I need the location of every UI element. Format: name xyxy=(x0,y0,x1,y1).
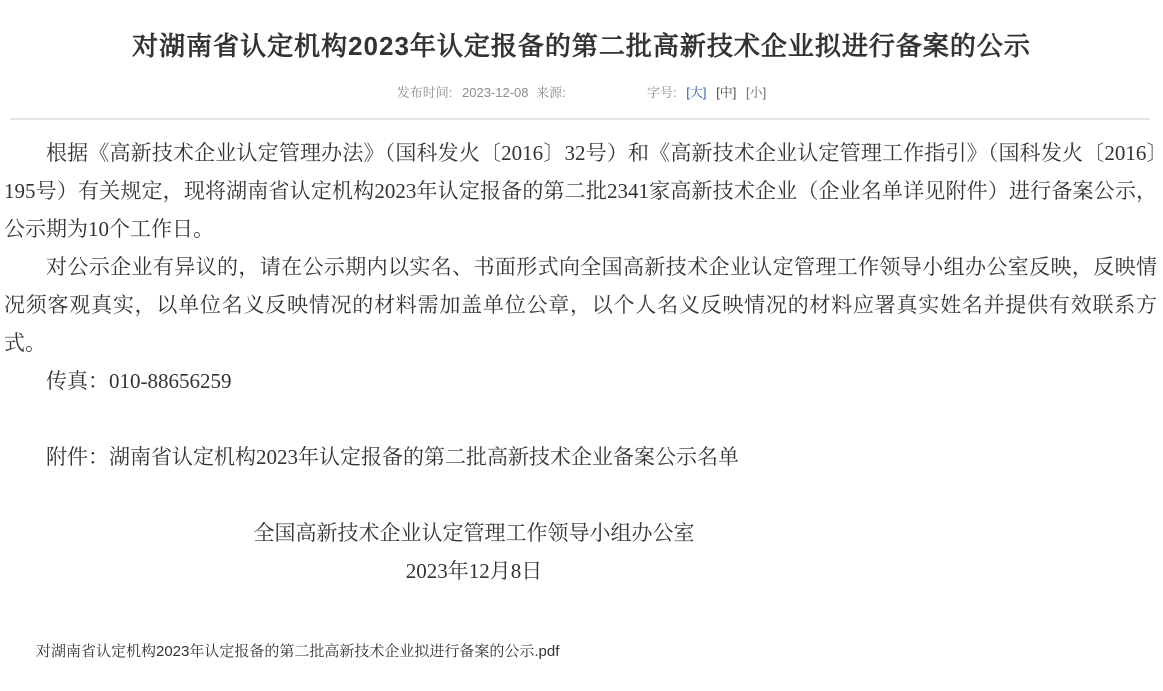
paragraph-basis: 根据《高新技术企业认定管理办法》（国科发火〔2016〕32号）和《高新技术企业认定管理工作指引》（国科发火〔2016〕195号）有关规定，现将湖南省认定机构2023年认定报备的第二批2341家高新技术企业（企业名单详见附件）进行备案公示，公示期为10个工作日。 xyxy=(4,141,1157,241)
source-label: 来源: xyxy=(536,85,566,100)
publish-time-label: 发布时间: xyxy=(396,85,453,100)
notice-body xyxy=(0,120,1163,590)
blank-line xyxy=(4,476,1157,514)
fax-line: 传真：010-88656259 xyxy=(46,369,232,393)
attachment-link-row xyxy=(36,642,1163,662)
fontsize-small-button[interactable]: [小] xyxy=(745,85,767,100)
fontsize-control xyxy=(647,85,766,100)
date-line: 2023年12月8日 xyxy=(405,559,543,583)
fontsize-medium-button[interactable]: [中] xyxy=(716,85,737,100)
blank-line xyxy=(4,400,1157,438)
paragraph-objection: 对公示企业有异议的，请在公示期内以实名、书面形式向全国高新技术企业认定管理工作领导小组办公室反映，反映情况须客观真实，以单位名义反映情况的材料需加盖单位公章，以个人名义反映情况的材料应署真实姓名并提供有效联系方式。 xyxy=(4,255,1157,355)
page-title: 对湖南省认定机构2023年认定报备的第二批高新技术企业拟进行备案的公示 xyxy=(132,31,1031,61)
fontsize-large-button[interactable]: [大] xyxy=(686,85,707,100)
fontsize-label: 字号: xyxy=(647,85,677,100)
signer-line: 全国高新技术企业认定管理工作领导小组办公室 xyxy=(253,521,695,545)
meta-row xyxy=(0,84,1163,102)
attachment-pdf-link[interactable]: 对湖南省认定机构2023年认定报备的第二批高新技术企业拟进行备案的公示.pdf xyxy=(36,643,560,660)
signature-block xyxy=(4,514,944,590)
attachment-line: 附件：湖南省认定机构2023年认定报备的第二批高新技术企业备案公示名单 xyxy=(46,445,739,469)
publish-date: 2023-12-08 xyxy=(462,85,529,100)
